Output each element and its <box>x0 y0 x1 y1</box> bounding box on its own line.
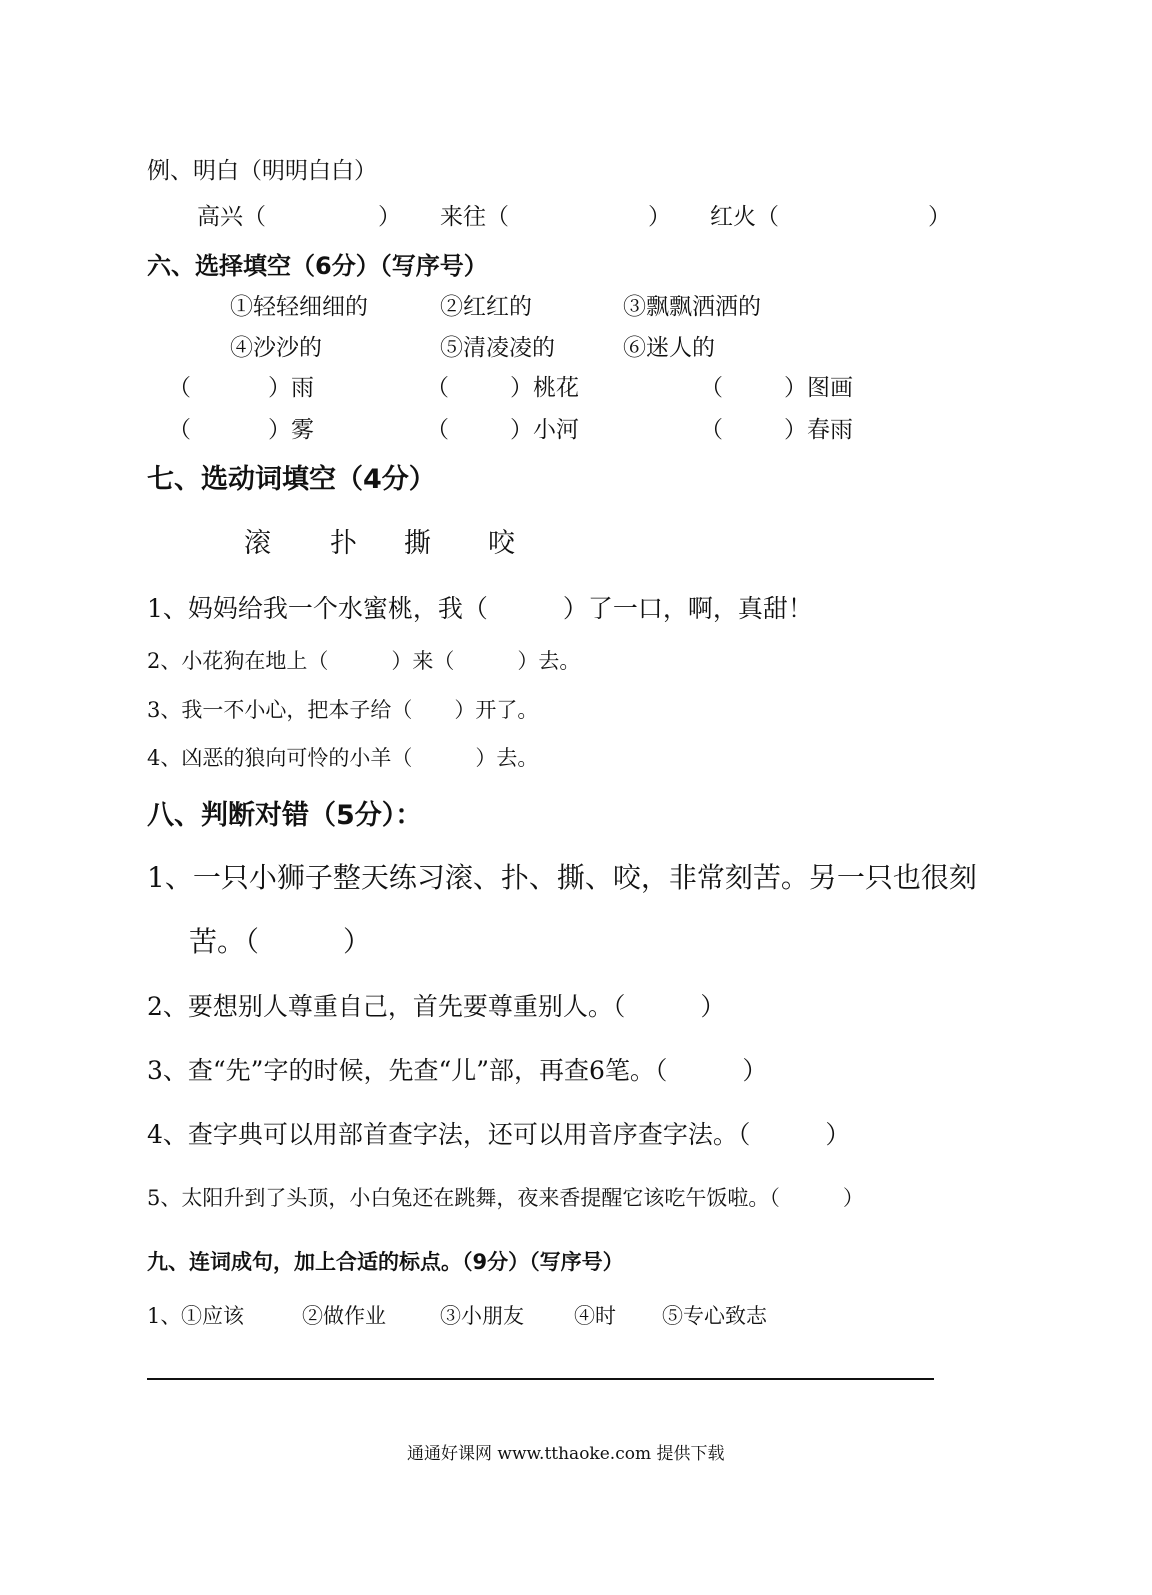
example-item-close: ） <box>378 204 401 230</box>
section9-word: ②做作业 <box>302 1304 386 1328</box>
section9-word: ④时 <box>574 1304 616 1328</box>
section7-title: 七、选动词填空（4分） <box>147 464 436 495</box>
section7-verb: 咬 <box>488 528 515 559</box>
section7-question: 1、妈妈给我一个水蜜桃，我（ ）了一口，啊，真甜！ <box>147 594 813 623</box>
section6-blank-spring-rain: ）春雨 <box>784 417 853 443</box>
section8-question-5: 5、太阳升到了头顶，小白兔还在跳舞，夜来香提醒它该吃午饭啦。（ ） <box>147 1186 864 1210</box>
section7-question: 4、凶恶的狼向可怜的小羊（ ）去。 <box>147 746 539 770</box>
section6-blank-open: （ <box>426 417 449 443</box>
section8-question-3: 3、查“先”字的时候，先查“儿”部，再查6笔。（ ） <box>147 1056 768 1085</box>
footer-text: 通通好课网 www.tthaoke.com 提供下载 <box>407 1444 725 1464</box>
section6-blank-fog: ）雾 <box>268 417 314 443</box>
section8-question-2: 2、要想别人尊重自己，首先要尊重别人。（ ） <box>147 992 726 1021</box>
section6-option: ②红红的 <box>440 294 532 320</box>
section6-blank-open: （ <box>700 417 723 443</box>
example-item-close: ） <box>928 204 951 230</box>
section6-blank-peach: ）桃花 <box>510 375 579 401</box>
section6-option: ③飘飘洒洒的 <box>623 294 761 320</box>
section9-word: ⑤专心致志 <box>662 1304 767 1328</box>
example-item-honghuo: 红火（ <box>710 204 779 230</box>
section7-verb: 滚 <box>244 528 271 559</box>
section6-blank-river: ）小河 <box>510 417 579 443</box>
answer-line <box>147 1378 934 1380</box>
section6-blank-open: （ <box>426 375 449 401</box>
section7-verb: 扑 <box>330 528 357 559</box>
section6-blank-open: （ <box>168 417 191 443</box>
section9-word: ③小朋友 <box>440 1304 524 1328</box>
section6-option: ⑥迷人的 <box>623 335 715 361</box>
section6-blank-rain: ）雨 <box>268 375 314 401</box>
example-item-gaoxing: 高兴（ <box>197 204 266 230</box>
example-text: 例、明白（明明白白） <box>147 158 377 184</box>
section7-question: 2、小花狗在地上（ ）来（ ）去。 <box>147 649 581 673</box>
section6-blank-open: （ <box>168 375 191 401</box>
section6-option: ①轻轻细细的 <box>230 294 368 320</box>
example-item-close: ） <box>648 204 671 230</box>
section9-title: 九、连词成句，加上合适的标点。（9分）（写序号） <box>147 1250 624 1274</box>
section6-blank-open: （ <box>700 375 723 401</box>
section6-option: ④沙沙的 <box>230 335 322 361</box>
section6-blank-picture: ）图画 <box>784 375 853 401</box>
section8-title: 八、判断对错（5分）： <box>147 800 423 831</box>
section8-question-1: 1、一只小狮子整天练习滚、扑、撕、咬，非常刻苦。另一只也很刻 <box>147 861 977 894</box>
section8-question-4: 4、查字典可以用部首查字法，还可以用音序查字法。（ ） <box>147 1120 851 1149</box>
example-item-laiwang: 来往（ <box>440 204 509 230</box>
section6-option: ⑤清凌凌的 <box>440 335 555 361</box>
section6-title: 六、选择填空（6分）（写序号） <box>147 252 488 280</box>
section7-verb: 撕 <box>404 528 431 559</box>
section9-question-number: 1、 <box>147 1304 182 1328</box>
section7-question: 3、我一不小心，把本子给（ ）开了。 <box>147 698 539 722</box>
section9-word: ①应该 <box>181 1304 244 1328</box>
section8-question-1-cont: 苦。（ ） <box>189 925 372 958</box>
